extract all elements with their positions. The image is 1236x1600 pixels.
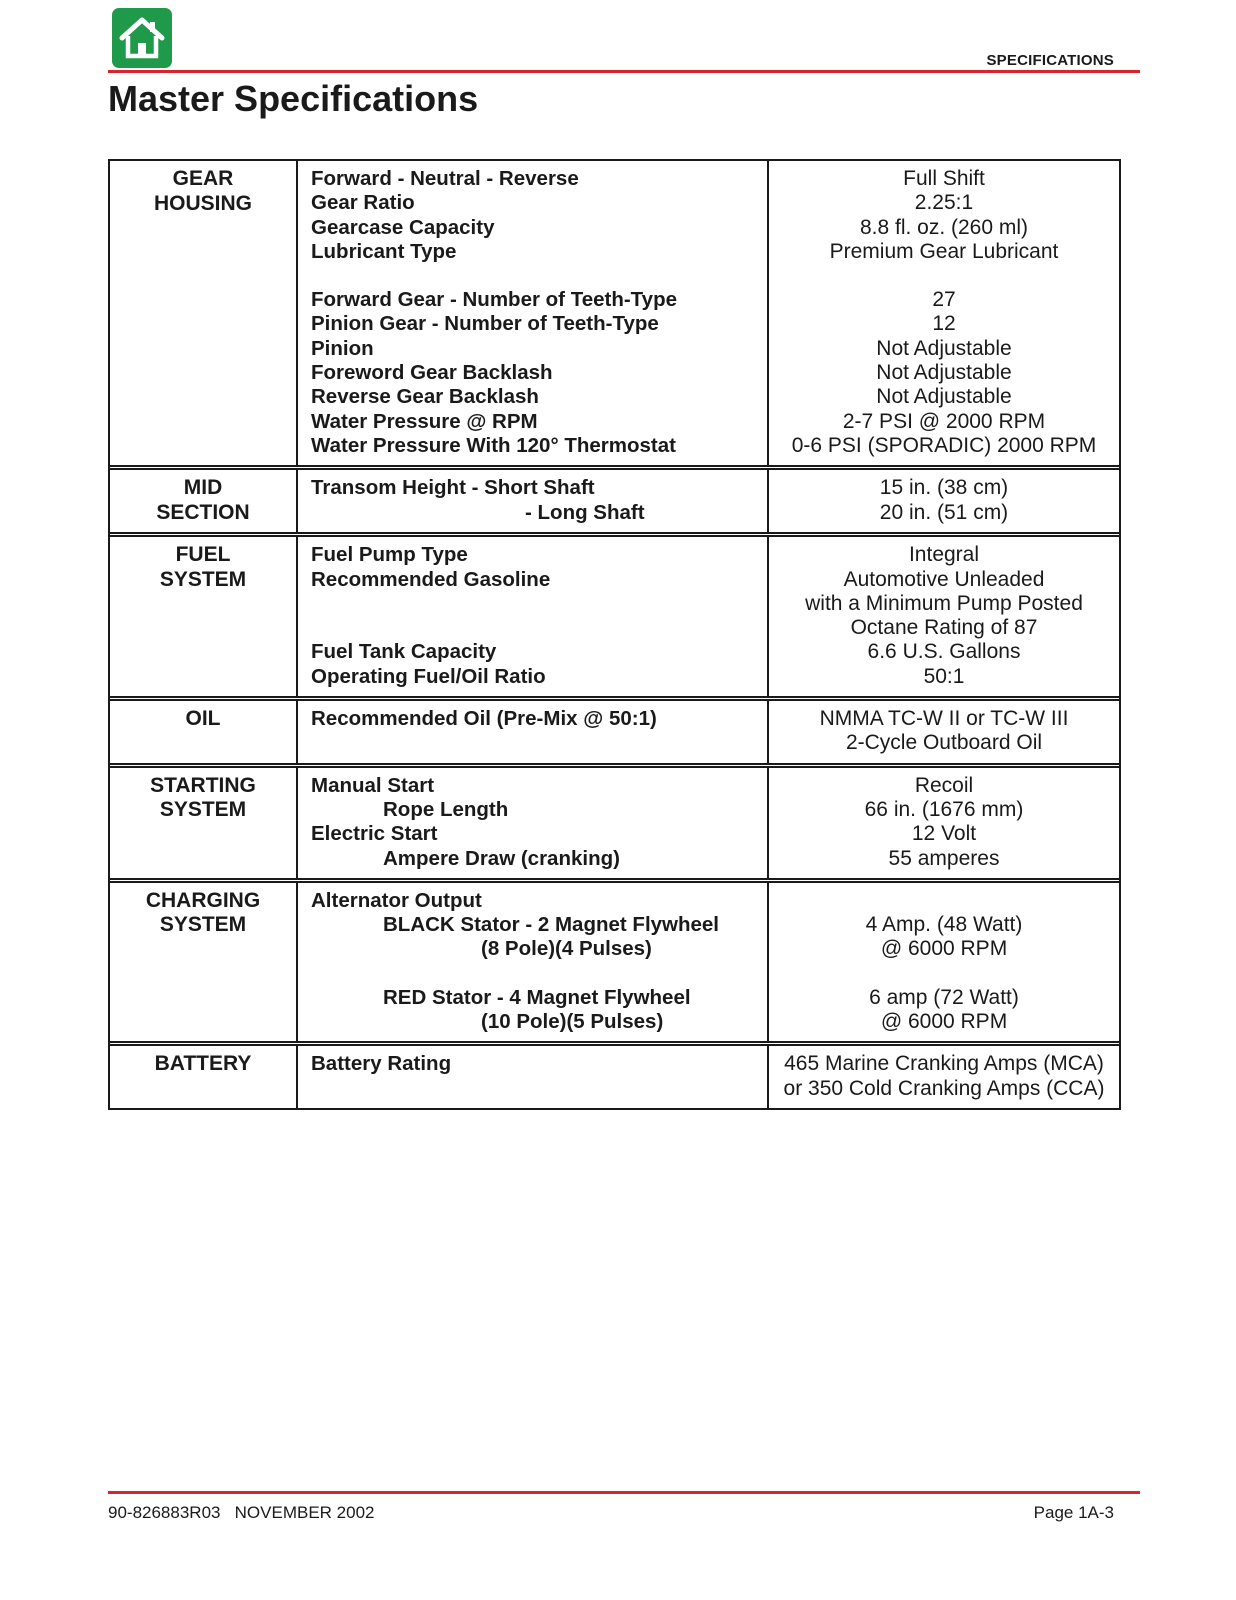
spec-value: 15 in. (38 cm) — [879, 476, 1009, 500]
spec-label: Electric Start — [311, 822, 438, 846]
spec-label: Forward Gear - Number of Teeth-Type — [311, 288, 678, 312]
spec-value: 12 Volt — [911, 822, 977, 846]
spec-labels — [298, 768, 769, 878]
category-cell: FUEL SYSTEM — [110, 537, 298, 696]
spec-value: Recoil — [914, 773, 974, 797]
spec-value: Not Adjustable — [876, 361, 1012, 385]
spec-value: 2-Cycle Outboard Oil — [845, 731, 1043, 755]
section-label: SPECIFICATIONS — [986, 52, 1114, 69]
page-title: Master Specifications — [108, 78, 479, 119]
spec-value: Full Shift — [903, 167, 985, 190]
spec-value: or 350 Cold Cranking Amps (CCA) — [783, 1076, 1105, 1100]
category-cell: BATTERY — [110, 1046, 298, 1108]
spec-value: Not Adjustable — [876, 385, 1012, 409]
spec-label: - Long Shaft — [525, 500, 645, 524]
spec-label: Pinion — [311, 336, 374, 360]
spec-labels — [298, 701, 769, 763]
spec-values — [769, 161, 1119, 465]
spec-values — [769, 537, 1119, 696]
spec-label: Fuel Tank Capacity — [311, 640, 497, 664]
spec-labels — [298, 537, 769, 696]
starting-system-group — [110, 763, 1119, 878]
gear-housing-group — [110, 161, 1119, 465]
spec-values — [769, 768, 1119, 878]
spec-labels — [298, 1046, 769, 1108]
spec-value: Octane Rating of 87 — [850, 616, 1038, 640]
oil-group — [110, 696, 1119, 763]
spec-label: Rope Length — [383, 797, 509, 821]
spec-label: Battery Rating — [311, 1052, 452, 1076]
spec-value: NMMA TC-W II or TC-W III — [819, 707, 1069, 731]
spec-label: (10 Pole)(5 Pulses) — [481, 1010, 664, 1034]
spec-label: Operating Fuel/Oil Ratio — [311, 664, 546, 688]
spec-value: Automotive Unleaded — [843, 567, 1045, 591]
spec-label: Fuel Pump Type — [311, 543, 468, 567]
spec-value: 20 in. (51 cm) — [879, 500, 1009, 524]
spec-value: 50:1 — [923, 664, 965, 688]
spec-value: 55 amperes — [888, 846, 1000, 870]
spec-label: Recommended Oil (Pre-Mix @ 50:1) — [311, 707, 657, 731]
spec-values — [769, 883, 1119, 1041]
spec-label: Gearcase Capacity — [311, 215, 495, 239]
spec-label: BLACK Stator - 2 Magnet Flywheel — [383, 913, 720, 937]
spec-labels — [298, 161, 769, 465]
spec-value: @ 6000 RPM — [880, 1010, 1008, 1034]
mid-section-group — [110, 465, 1119, 532]
fuel-system-group — [110, 532, 1119, 696]
spec-value: Integral — [908, 543, 980, 567]
spec-value: 66 in. (1676 mm) — [864, 797, 1024, 821]
category-cell: MID SECTION — [110, 470, 298, 532]
spec-value: 2.25:1 — [914, 191, 974, 215]
spec-label: Gear Ratio — [311, 191, 415, 215]
specifications-table — [108, 159, 1121, 1110]
spec-values — [769, 701, 1119, 763]
page-number: Page 1A-3 — [1033, 1503, 1114, 1522]
spec-label: Transom Height - Short Shaft — [311, 476, 595, 500]
spec-label: Foreword Gear Backlash — [311, 361, 553, 385]
spec-value: 6.6 U.S. Gallons — [867, 640, 1021, 664]
home-icon — [118, 14, 166, 62]
spec-value: @ 6000 RPM — [880, 937, 1008, 961]
footer-rule — [108, 1491, 1140, 1494]
spec-value: with a Minimum Pump Posted — [805, 591, 1083, 615]
spec-label: Reverse Gear Backlash — [311, 385, 539, 409]
spec-value: Not Adjustable — [876, 336, 1012, 360]
spec-values — [769, 1046, 1119, 1108]
spec-label: Forward - Neutral - Reverse — [311, 167, 579, 190]
spec-labels — [298, 470, 769, 532]
spec-label: Manual Start — [311, 773, 435, 797]
category-cell: STARTING SYSTEM — [110, 768, 298, 878]
spec-label: Alternator Output — [311, 888, 482, 912]
spec-value: 8.8 fl. oz. (260 ml) — [859, 215, 1029, 239]
header-rule — [108, 70, 1140, 73]
spec-label: (8 Pole)(4 Pulses) — [481, 937, 652, 961]
battery-group — [110, 1041, 1119, 1108]
spec-value: 27 — [932, 288, 956, 312]
spec-value: 465 Marine Cranking Amps (MCA) — [784, 1052, 1104, 1076]
category-cell: GEAR HOUSING — [110, 161, 298, 465]
spec-value: 4 Amp. (48 Watt) — [865, 913, 1023, 937]
spec-values — [769, 470, 1119, 532]
spec-value: 2-7 PSI @ 2000 RPM — [842, 409, 1046, 433]
spec-value: 0-6 PSI (SPORADIC) 2000 RPM — [791, 433, 1097, 457]
document-id: 90-826883R03 NOVEMBER 2002 — [108, 1503, 375, 1522]
spec-value: Premium Gear Lubricant — [829, 239, 1059, 263]
spec-label: RED Stator - 4 Magnet Flywheel — [383, 985, 691, 1009]
spec-value: 6 amp (72 Watt) — [869, 985, 1019, 1009]
spec-label: Water Pressure @ RPM — [311, 409, 538, 433]
spec-label: Recommended Gasoline — [311, 567, 551, 591]
charging-system-group — [110, 878, 1119, 1041]
spec-label: Water Pressure With 120° Thermostat — [311, 433, 676, 457]
category-cell: OIL — [110, 701, 298, 763]
spec-label: Lubricant Type — [311, 239, 457, 263]
spec-label: Pinion Gear - Number of Teeth-Type — [311, 312, 659, 336]
home-button[interactable] — [112, 8, 172, 68]
category-cell: CHARGING SYSTEM — [110, 883, 298, 1041]
spec-value: 12 — [932, 312, 956, 336]
spec-labels — [298, 883, 769, 1041]
spec-label: Ampere Draw (cranking) — [383, 846, 620, 870]
